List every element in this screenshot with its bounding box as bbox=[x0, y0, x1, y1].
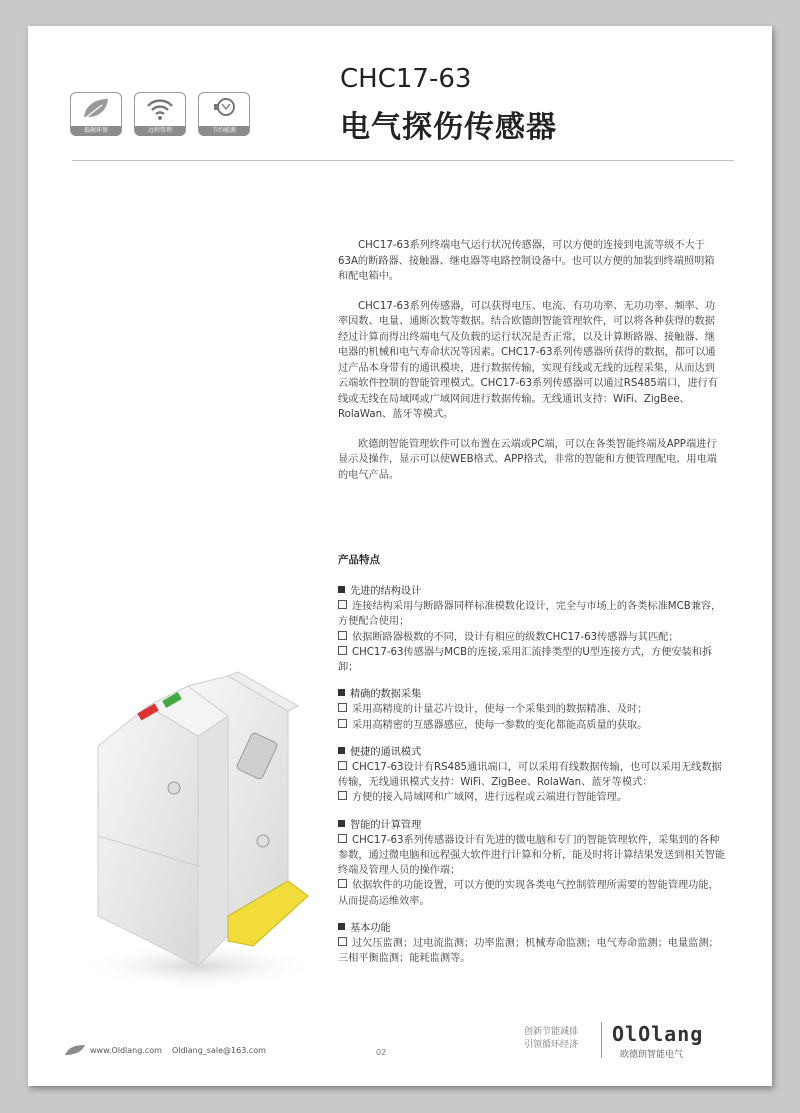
square-bullet-icon bbox=[338, 689, 345, 696]
feature-section bbox=[338, 818, 728, 909]
brand-logo bbox=[612, 1022, 703, 1060]
product-image bbox=[78, 666, 328, 996]
intro-text bbox=[338, 238, 724, 497]
checkbox-bullet-icon bbox=[338, 719, 347, 728]
feature-item: 过欠压监测；过电流监测；功率监测；机械寿命监测；电气寿命监测；电量监测；三相平衡监测；能耗监测等。 bbox=[338, 938, 719, 965]
brand-name: 欧德朗智能电气 bbox=[620, 1050, 684, 1060]
page-number: 02 bbox=[376, 1048, 387, 1057]
checkbox-bullet-icon bbox=[338, 879, 347, 888]
checkbox-bullet-icon bbox=[338, 761, 347, 770]
slogan-line: 引领循环经济 bbox=[524, 1040, 579, 1050]
wifi-icon bbox=[144, 95, 176, 123]
square-bullet-icon bbox=[338, 923, 345, 930]
feature-badges bbox=[70, 92, 250, 136]
intro-paragraph: 欧德朗智能管理软件可以布置在云端或PC端，可以在各类智能终端及APP端进行显示及操作，显示可以使WEB格式、APP格式，非常的智能和方便管理配电、用电端的电气产品。 bbox=[338, 438, 717, 481]
brand-logo-mark: OlOlang bbox=[612, 1022, 704, 1046]
square-bullet-icon bbox=[338, 820, 345, 827]
feature-section-title: 基本功能 bbox=[350, 922, 391, 934]
badge-label: 远程管理 bbox=[135, 126, 185, 136]
checkbox-bullet-icon bbox=[338, 703, 347, 712]
badge-low-carbon bbox=[70, 92, 122, 136]
badge-energy bbox=[198, 92, 250, 136]
feature-section-title: 便捷的通讯模式 bbox=[350, 746, 422, 758]
feature-item: CHC17-63系列传感器设计有先进的微电脑和专门的智能管理软件，采集到的各种参数，通过微电脑和远程强大软件进行计算和分析，能及时将计算结果发送到相关智能终端及管理人员的操作端； bbox=[338, 834, 726, 877]
leaf-icon bbox=[64, 1044, 86, 1056]
footer-contact bbox=[64, 1044, 272, 1056]
checkbox-bullet-icon bbox=[338, 600, 347, 609]
features-list bbox=[338, 584, 728, 978]
checkbox-bullet-icon bbox=[338, 646, 347, 655]
website-link[interactable]: www.Oldlang.com bbox=[90, 1045, 162, 1055]
feature-section-title: 精确的数据采集 bbox=[350, 689, 422, 701]
checkbox-bullet-icon bbox=[338, 937, 347, 946]
checkbox-bullet-icon bbox=[338, 834, 347, 843]
feature-section bbox=[338, 921, 728, 967]
email-link[interactable]: Oldlang_sale@163.com bbox=[171, 1045, 266, 1055]
feature-section bbox=[338, 687, 728, 733]
product-model: CHC17-63 bbox=[340, 64, 472, 94]
badge-label: 低碳环保 bbox=[71, 126, 121, 136]
badge-remote bbox=[134, 92, 186, 136]
header-divider bbox=[72, 160, 734, 161]
intro-paragraph: CHC17-63系列传感器，可以获得电压、电流、有功功率、无功功率、频率、功率因数、电量、通断次数等数据。结合欧德朗智能管理软件，可以将各种获得的数据经过计算而得出终端电气及负载的运行状况是否正常，以及计算断路器、接触器、继电器的机械和电气寿命状况等因素。CHC17-63系列传感器所获得的数据，都可以通过产品本身带有的通讯模块，进行数据传输，实现有线或无线的远程采集，从而达到云端软件控制的智能管理模式。CHC17-63系列传感器可以通过RS485端口，进行有线或无线在局域网或广域网间进行数据传输。无线通讯支持：WiFi、ZigBee、RolaWan、蓝牙等模式。 bbox=[338, 300, 718, 420]
bulb-icon bbox=[208, 95, 240, 123]
features-heading: 产品特点 bbox=[338, 554, 380, 566]
feature-item: 依据软件的功能设置，可以方便的实现各类电气控制管理所需要的智能管理功能，从而提高运维效率。 bbox=[338, 880, 719, 907]
feature-item: 采用高精度的计量芯片设计，使每一个采集到的数据精准、及时； bbox=[352, 704, 648, 716]
leaf-icon bbox=[80, 95, 112, 123]
feature-section-title: 先进的结构设计 bbox=[350, 586, 422, 597]
feature-item: CHC17-63传感器与MCB的连接,采用汇流排类型的U型连接方式，方便安装和拆卸； bbox=[338, 646, 713, 674]
feature-section bbox=[338, 584, 728, 675]
feature-item: 采用高精密的互感器感应，使每一参数的变化都能高质量的获取。 bbox=[352, 719, 648, 731]
slogan bbox=[524, 1026, 578, 1052]
badge-label: 节约能源 bbox=[199, 126, 249, 136]
feature-item: CHC17-63设计有RS485通讯端口，可以采用有线数据传输，也可以采用无线数据传输，无线通讯模式支持：WiFi、ZigBee、RolaWan、蓝牙等模式： bbox=[338, 762, 722, 789]
feature-item: 连接结构采用与断路器同样标准模数化设计，完全与市场上的各类标准MCB兼容，方便配合使用； bbox=[338, 601, 722, 628]
page bbox=[28, 26, 772, 1086]
checkbox-bullet-icon bbox=[338, 631, 347, 640]
feature-section-title: 智能的计算管理 bbox=[350, 819, 422, 831]
square-bullet-icon bbox=[338, 747, 345, 754]
intro-paragraph: CHC17-63系列终端电气运行状况传感器，可以方便的连接到电流等级不大于63A的断路器、接触器、继电器等电路控制设备中。也可以方便的加装到终端照明箱和配电箱中。 bbox=[338, 240, 715, 282]
square-bullet-icon bbox=[338, 586, 345, 593]
feature-section bbox=[338, 745, 728, 806]
checkbox-bullet-icon bbox=[338, 791, 347, 800]
slogan-line: 创新节能减排 bbox=[524, 1027, 579, 1037]
page-title: 电气探伤传感器 bbox=[340, 110, 557, 145]
feature-item: 方便的接入局域网和广域网，进行远程或云端进行智能管理。 bbox=[352, 792, 628, 804]
feature-item: 依据断路器极数的不同，设计有相应的级数CHC17-63传感器与其匹配； bbox=[352, 631, 679, 643]
footer-divider bbox=[601, 1022, 602, 1058]
